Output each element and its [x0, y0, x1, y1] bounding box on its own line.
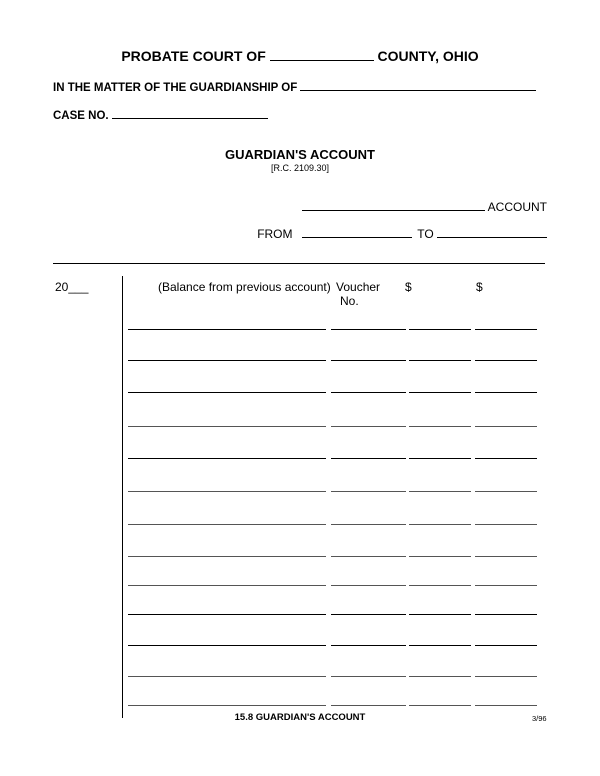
description-entry-line[interactable]	[128, 556, 326, 557]
voucher-entry-line[interactable]	[331, 524, 406, 525]
case-number-line	[53, 106, 268, 122]
amount-1-entry-line[interactable]	[409, 705, 471, 706]
court-heading	[0, 48, 600, 64]
amount-1-entry-line[interactable]	[409, 426, 471, 427]
voucher-no-label: No.	[340, 294, 359, 308]
amount-2-entry-line[interactable]	[475, 676, 537, 677]
balance-label: (Balance from previous account)	[158, 280, 331, 294]
account-ordinal-field[interactable]	[302, 198, 485, 211]
voucher-label: Voucher	[336, 280, 381, 294]
description-entry-line[interactable]	[128, 458, 326, 459]
voucher-entry-line[interactable]	[331, 705, 406, 706]
ward-name-field[interactable]	[300, 78, 536, 91]
amount-2-entry-line[interactable]	[475, 491, 537, 492]
amount-column-1-header: $	[405, 280, 412, 294]
voucher-entry-line[interactable]	[331, 614, 406, 615]
voucher-entry-line[interactable]	[331, 556, 406, 557]
matter-label: IN THE MATTER OF THE GUARDIANSHIP OF	[53, 82, 298, 94]
amount-2-entry-line[interactable]	[475, 360, 537, 361]
amount-2-entry-line[interactable]	[475, 705, 537, 706]
amount-2-entry-line[interactable]	[475, 556, 537, 557]
description-entry-line[interactable]	[128, 329, 326, 330]
amount-2-entry-line[interactable]	[475, 585, 537, 586]
description-entry-line[interactable]	[128, 392, 326, 393]
amount-2-entry-line[interactable]	[475, 614, 537, 615]
voucher-entry-line[interactable]	[331, 676, 406, 677]
case-number-field[interactable]	[112, 106, 268, 119]
form-title-footer: 15.8 GUARDIAN'S ACCOUNT	[234, 712, 366, 723]
amount-2-entry-line[interactable]	[475, 524, 537, 525]
description-entry-line[interactable]	[128, 585, 326, 586]
description-entry-line[interactable]	[128, 360, 326, 361]
to-date-field[interactable]	[437, 225, 547, 238]
voucher-entry-line[interactable]	[331, 360, 406, 361]
guardianship-matter-line	[53, 78, 536, 94]
amount-1-entry-line[interactable]	[409, 645, 471, 646]
revision-date: 3/96	[532, 714, 547, 723]
description-entry-line[interactable]	[128, 614, 326, 615]
amount-1-entry-line[interactable]	[409, 491, 471, 492]
amount-2-entry-line[interactable]	[475, 329, 537, 330]
voucher-entry-line[interactable]	[331, 426, 406, 427]
from-date-field[interactable]	[302, 225, 412, 238]
amount-2-entry-line[interactable]	[475, 645, 537, 646]
description-entry-line[interactable]	[128, 645, 326, 646]
account-label: ACCOUNT	[487, 200, 547, 214]
amount-1-entry-line[interactable]	[409, 360, 471, 361]
amount-1-entry-line[interactable]	[409, 329, 471, 330]
description-entry-line[interactable]	[128, 524, 326, 525]
document-title: GUARDIAN'S ACCOUNT	[225, 147, 375, 162]
voucher-entry-line[interactable]	[331, 491, 406, 492]
description-entry-line[interactable]	[128, 491, 326, 492]
voucher-column-header	[336, 280, 380, 308]
amount-2-entry-line[interactable]	[475, 458, 537, 459]
ledger-vertical-rule	[122, 276, 123, 718]
amount-2-entry-line[interactable]	[475, 426, 537, 427]
voucher-entry-line[interactable]	[331, 645, 406, 646]
amount-column-2-header: $	[476, 280, 483, 294]
amount-1-entry-line[interactable]	[409, 614, 471, 615]
to-label: TO	[417, 227, 434, 241]
account-period-line	[257, 225, 547, 241]
case-label: CASE NO.	[53, 110, 109, 122]
voucher-entry-line[interactable]	[331, 329, 406, 330]
amount-1-entry-line[interactable]	[409, 392, 471, 393]
description-entry-line[interactable]	[128, 676, 326, 677]
amount-1-entry-line[interactable]	[409, 676, 471, 677]
amount-1-entry-line[interactable]	[409, 524, 471, 525]
description-entry-line[interactable]	[128, 426, 326, 427]
voucher-entry-line[interactable]	[331, 392, 406, 393]
county-field[interactable]	[270, 48, 374, 61]
voucher-entry-line[interactable]	[331, 585, 406, 586]
from-label: FROM	[257, 227, 293, 241]
account-number-line	[302, 198, 547, 214]
statute-reference: [R.C. 2109.30]	[270, 163, 330, 173]
court-suffix: COUNTY, OHIO	[377, 48, 479, 64]
section-divider	[53, 263, 545, 264]
court-prefix: PROBATE COURT OF	[121, 48, 266, 64]
year-field[interactable]: 20___	[55, 280, 89, 294]
description-entry-line[interactable]	[128, 705, 326, 706]
amount-1-entry-line[interactable]	[409, 556, 471, 557]
amount-1-entry-line[interactable]	[409, 458, 471, 459]
amount-2-entry-line[interactable]	[475, 392, 537, 393]
amount-1-entry-line[interactable]	[409, 585, 471, 586]
voucher-entry-line[interactable]	[331, 458, 406, 459]
